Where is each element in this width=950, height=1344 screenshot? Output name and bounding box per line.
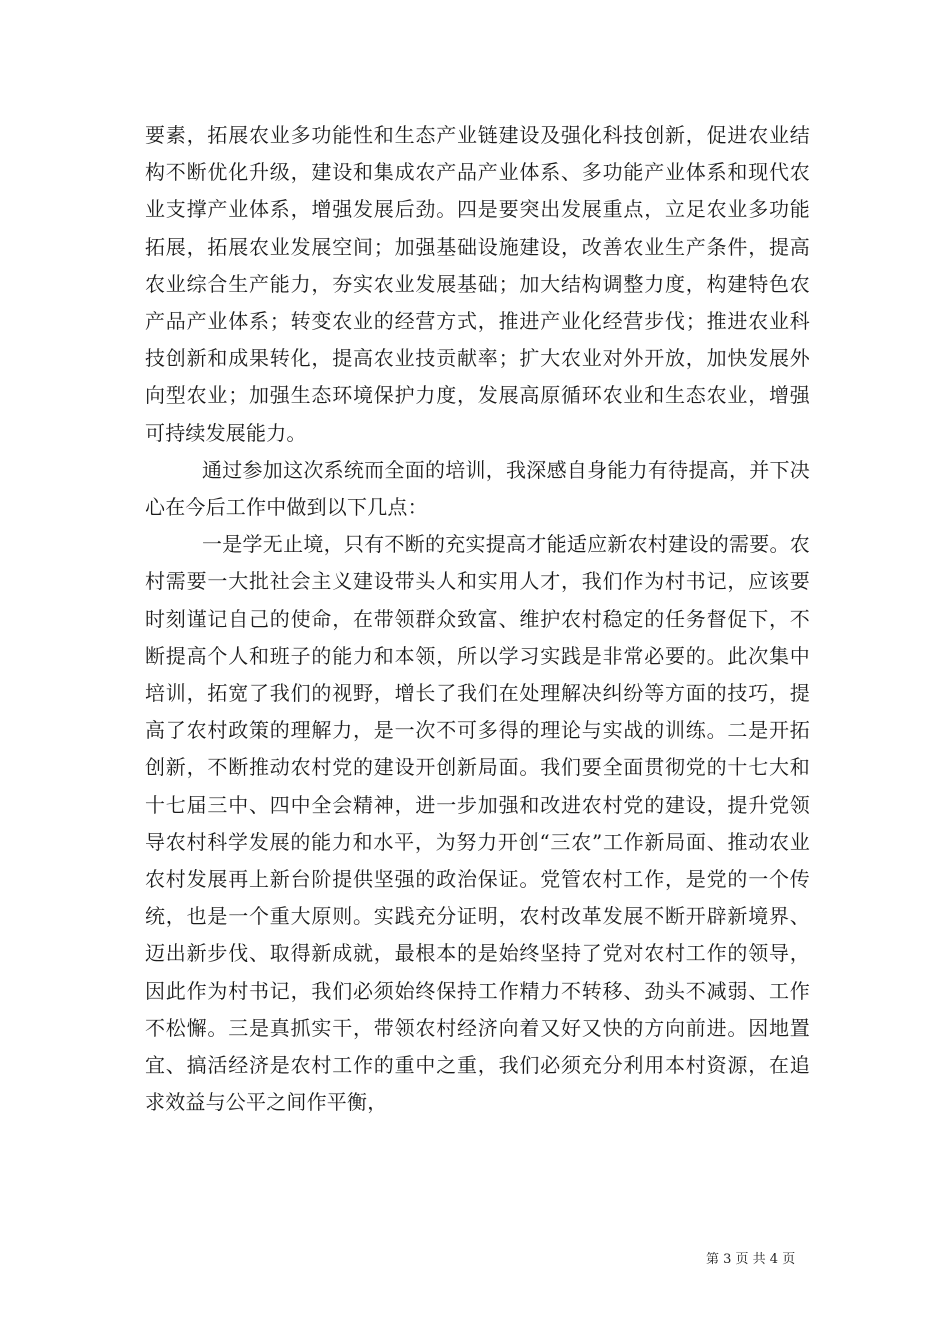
paragraph-resolutions: 一是学无止境，只有不断的充实提高才能适应新农村建设的需要。农村需要一大批社会主义建设带头人和实用人才，我们作为村书记，应该要时刻谨记自己的使命，在带领群众致富、维护农村稳定的任务督促下，不断提高个人和班子的能力和本领，所以学习实践是非常必要的。此次集中培训，拓宽了我们的视野，增长了我们在处理解决纠纷等方面的技巧，提高了农村政策的理解力，是一次不可多得的理论与实战的训练。二是开拓创新，不断推动农村党的建设开创新局面。我们要全面贯彻党的十七大和十七届三中、四中全会精神，进一步加强和改进农村党的建设，提升党领导农村科学发展的能力和水平，为努力开创“三农”工作新局面、推动农业农村发展再上新台阶提供坚强的政治保证。党管农村工作，是党的一个传统，也是一个重大原则。实践充分证明，农村改革发展不断开辟新境界、迈出新步伐、取得新成就，最根本的是始终坚持了党对农村工作的领导，因此作为村书记，我们必须始终保持工作精力不转移、劲头不减弱、工作不松懈。三是真抓实干，带领农村经济向着又好又快的方向前进。因地置宜、搞活经济是农村工作的重中之重，我们必须充分利用本村资源，在追求效益与公平之间作平衡， — [145, 532, 810, 1115]
paragraph-continuation: 要素，拓展农业多功能性和生态产业链建设及强化科技创新，促进农业结构不断优化升级，建设和集成农产品产业体系、多功能产业体系和现代农业支撑产业体系，增强发展后劲。四是要突出发展重点，立足农业多功能拓展，拓展农业发展空间；加强基础设施建设，改善农业生产条件，提高农业综合生产能力，夯实农业发展基础；加大结构调整力度，构建特色农产品产业体系；转变农业的经营方式，推进产业化经营步伐；推进农业科技创新和成果转化，提高农业技贡献率；扩大农业对外开放，加快发展外向型农业；加强生态环境保护力度，发展高原循环农业和生态农业，增强可持续发展能力。 — [145, 123, 810, 445]
page-number-footer: 第 3 页 共 4 页 — [706, 1252, 796, 1267]
document-body — [145, 117, 810, 1121]
paragraph-training-reflection: 通过参加这次系统而全面的培训，我深感自身能力有待提高，并下决心在今后工作中做到以下几点： — [145, 457, 810, 520]
